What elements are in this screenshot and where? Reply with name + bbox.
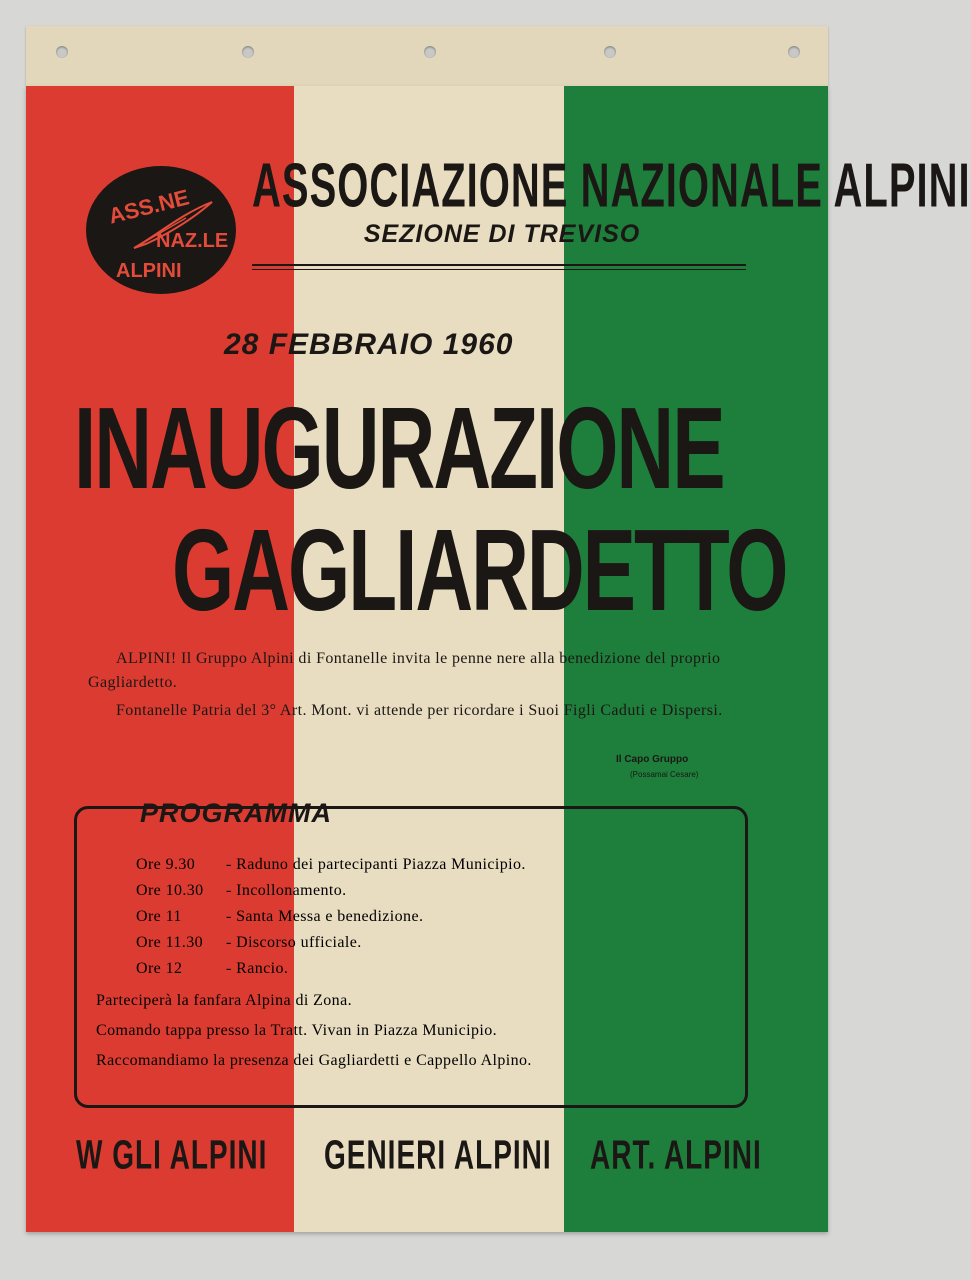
schedule-row <box>136 856 526 874</box>
program-note: Comando tappa presso la Tratt. Vivan in Piazza Municipio. <box>96 1022 498 1039</box>
event-date: 28 FEBBRAIO 1960 <box>224 328 514 361</box>
schedule-activity: - Rancio. <box>226 960 289 977</box>
signature-title: Il Capo Gruppo <box>616 754 689 765</box>
schedule-row <box>136 960 288 978</box>
signature-name: (Possamai Cesare) <box>630 770 699 779</box>
program-heading: PROGRAMMA <box>140 798 332 828</box>
punch-hole <box>604 46 616 58</box>
mounting-strip <box>26 26 828 86</box>
header-divider <box>252 269 746 270</box>
section-subtitle: SEZIONE DI TREVISO <box>363 220 641 248</box>
logo-text-top: ASS.NE <box>106 184 192 229</box>
punch-hole <box>56 46 68 58</box>
schedule-row <box>136 882 347 900</box>
association-title: ASSOCIAZIONE NAZIONALE ALPINI <box>252 152 971 221</box>
schedule-activity: - Santa Messa e benedizione. <box>226 908 424 925</box>
header-divider <box>252 264 746 266</box>
footer-slogan-left: W GLI ALPINI <box>76 1132 268 1177</box>
logo-text-bottom: ALPINI <box>116 260 182 282</box>
schedule-row <box>136 934 362 952</box>
footer-slogan-right: ART. ALPINI <box>590 1132 762 1177</box>
footer-slogan-center: GENIERI ALPINI <box>324 1132 552 1177</box>
program-note: Parteciperà la fanfara Alpina di Zona. <box>96 992 352 1009</box>
schedule-activity: - Raduno dei partecipanti Piazza Municipio. <box>226 856 526 873</box>
association-logo <box>86 166 236 294</box>
schedule-activity: - Discorso ufficiale. <box>226 934 362 951</box>
logo-text-middle: NAZ.LE <box>156 230 229 252</box>
schedule-time: Ore 11.30 <box>136 934 203 951</box>
punch-hole <box>424 46 436 58</box>
punch-hole <box>242 46 254 58</box>
schedule-time: Ore 12 <box>136 960 183 977</box>
schedule-time: Ore 9.30 <box>136 856 196 873</box>
invitation-paragraph: ALPINI! Il Gruppo Alpini di Fontanelle invita le penne nere alla benedizione del proprio Gagliardetto. <box>88 650 721 691</box>
schedule-activity: - Incollonamento. <box>226 882 347 899</box>
poster <box>26 86 971 1232</box>
schedule-time: Ore 10.30 <box>136 882 204 899</box>
event-title-line2: GAGLIARDETTO <box>172 505 787 635</box>
punch-hole <box>788 46 800 58</box>
event-title-line1: INAUGURAZIONE <box>74 383 724 513</box>
memorial-paragraph: Fontanelle Patria del 3° Art. Mont. vi attende per ricordare i Suoi Figli Caduti e Dispersi. <box>116 702 723 719</box>
schedule-row <box>136 908 423 926</box>
schedule-time: Ore 11 <box>136 908 182 925</box>
program-note: Raccomandiamo la presenza dei Gagliardetti e Cappello Alpino. <box>96 1052 532 1069</box>
